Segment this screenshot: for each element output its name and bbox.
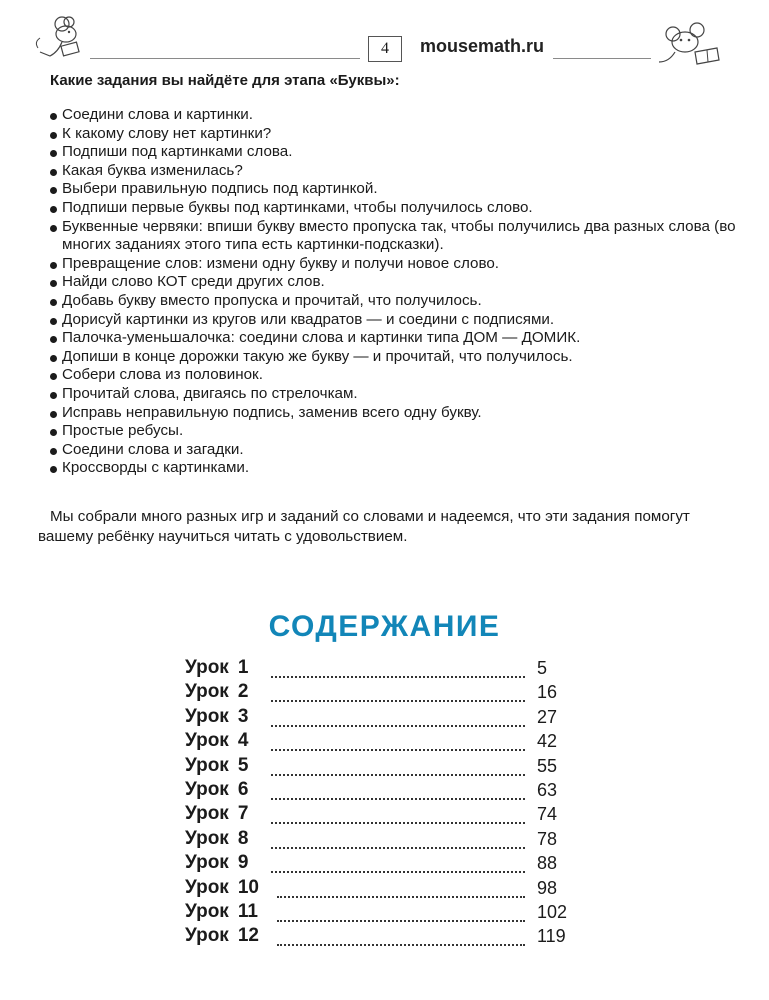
bullet-icon <box>50 448 57 455</box>
bullet-icon <box>50 299 57 306</box>
bullet-icon <box>50 429 57 436</box>
task-item <box>50 441 740 460</box>
header-rule-right <box>553 58 651 59</box>
toc-entry[interactable] <box>185 924 585 948</box>
toc-lesson-label <box>185 754 248 778</box>
task-list <box>50 106 740 478</box>
toc-page-number: 27 <box>537 706 558 727</box>
mouse-reading-book-icon <box>655 18 735 68</box>
task-text: Допиши в конце дорожки такую же букву — и прочитай, что получилось. <box>62 347 573 365</box>
bullet-icon <box>50 373 57 380</box>
mouse-reading-icon <box>32 12 92 62</box>
toc-entry[interactable] <box>185 802 585 826</box>
toc-lesson-number: 1 <box>237 657 249 678</box>
task-item <box>50 422 740 441</box>
toc-leader-dots <box>271 662 525 678</box>
toc-entry[interactable] <box>185 827 585 851</box>
toc-leader-dots <box>277 906 525 922</box>
bullet-icon <box>50 318 57 325</box>
toc-lesson-label <box>185 851 248 875</box>
toc-leader-dots <box>271 735 525 751</box>
task-text: Собери слова из половинок. <box>62 366 263 384</box>
toc-lesson-number: 4 <box>237 730 249 752</box>
toc-page-number: 98 <box>537 877 558 898</box>
toc-page-number: 88 <box>537 853 558 874</box>
toc-leader-dots <box>271 857 525 873</box>
task-text: Выбери правильную подпись под картинкой. <box>62 180 378 198</box>
toc-lesson-label <box>185 778 248 802</box>
toc-leader-dots <box>271 711 525 727</box>
task-item <box>50 366 740 385</box>
toc-lesson-word: Урок <box>185 876 229 898</box>
toc-lesson-word: Урок <box>185 803 229 825</box>
toc-lesson-word: Урок <box>185 705 229 727</box>
toc-page-number: 78 <box>537 828 558 849</box>
task-text: Соедини слова и картинки. <box>62 106 254 123</box>
toc-leader-dots <box>271 808 525 824</box>
task-text: Соедини слова и загадки. <box>62 440 244 458</box>
toc-leader-dots <box>277 882 525 898</box>
bullet-icon <box>50 132 57 139</box>
toc-lesson-label <box>185 802 248 826</box>
bullet-icon <box>50 169 57 176</box>
toc-lesson-number: 7 <box>237 803 249 825</box>
toc-lesson-label <box>185 680 248 704</box>
toc-entry[interactable] <box>185 900 585 924</box>
task-text: Превращение слов: измени одну букву и получи новое слово. <box>62 254 500 272</box>
toc-lesson-label <box>185 900 258 924</box>
closing-paragraph: Мы собрали много разных игр и заданий со словами и надеемся, что эти задания помогут вашему ребёнку научиться читать с удовольствием. <box>38 508 690 545</box>
task-text: Исправь неправильную подпись, заменив всего одну букву. <box>62 403 482 421</box>
toc-leader-dots <box>271 686 525 702</box>
toc-title: СОДЕРЖАНИЕ <box>268 610 501 643</box>
task-text: Буквенные червяки: впиши букву вместо пропуска так, чтобы получились два разных слова (во многих заданиях этого типа есть картинки-подсказки). <box>62 217 736 254</box>
task-text: Какая буква изменилась? <box>62 161 243 179</box>
task-item <box>50 404 740 423</box>
table-of-contents <box>185 656 585 949</box>
toc-lesson-number: 6 <box>237 778 249 800</box>
toc-lesson-word: Урок <box>185 730 229 752</box>
toc-lesson-number: 11 <box>237 900 258 922</box>
task-text: Кроссворды с картинками. <box>62 459 250 477</box>
toc-lesson-label <box>185 656 248 680</box>
toc-lesson-word: Урок <box>185 925 229 947</box>
toc-page-number: 42 <box>537 731 558 752</box>
page-header <box>0 0 769 70</box>
site-name: mousemath.ru <box>420 36 545 56</box>
bullet-icon <box>50 355 57 362</box>
toc-lesson-number: 10 <box>237 876 259 898</box>
header-rule-left <box>90 58 360 59</box>
bullet-icon <box>50 187 57 194</box>
toc-leader-dots <box>271 784 525 800</box>
task-item <box>50 311 740 330</box>
task-item <box>50 125 740 144</box>
toc-lesson-label <box>185 827 248 851</box>
toc-lesson-number: 8 <box>237 827 249 849</box>
toc-entry[interactable] <box>185 851 585 875</box>
task-item <box>50 180 740 199</box>
toc-entry[interactable] <box>185 778 585 802</box>
toc-lesson-word: Урок <box>185 827 229 849</box>
bullet-icon <box>50 206 57 213</box>
toc-page-number: 74 <box>537 804 558 825</box>
toc-leader-dots <box>277 930 525 946</box>
bullet-icon <box>50 392 57 399</box>
task-item <box>50 143 740 162</box>
bullet-icon <box>50 411 57 418</box>
toc-lesson-word: Урок <box>185 852 229 874</box>
task-text: Подпиши под картинками слова. <box>62 143 293 161</box>
bullet-icon <box>50 466 57 473</box>
task-item <box>50 106 740 125</box>
task-text: Простые ребусы. <box>62 422 184 440</box>
toc-entry[interactable] <box>185 656 585 680</box>
task-item <box>50 162 740 181</box>
tasks-heading: Какие задания вы найдёте для этапа «Буквы»: <box>50 72 400 89</box>
task-item <box>50 329 740 348</box>
toc-page-number: 5 <box>537 658 548 678</box>
task-text: К какому слову нет картинки? <box>62 124 272 142</box>
task-text: Дорисуй картинки из кругов или квадратов — и соедини с подписями. <box>62 310 555 328</box>
bullet-icon <box>50 262 57 269</box>
task-item <box>50 348 740 367</box>
bullet-icon <box>50 113 57 120</box>
task-item <box>50 385 740 404</box>
toc-lesson-number: 5 <box>237 754 249 776</box>
task-text: Палочка-уменьшалочка: соедини слова и картинки типа ДОМ — ДОМИК. <box>62 329 581 347</box>
page-number: 4 <box>368 36 402 62</box>
toc-leader-dots <box>271 760 525 776</box>
toc-lesson-word: Урок <box>185 657 229 678</box>
toc-entry[interactable] <box>185 680 585 704</box>
bullet-icon <box>50 150 57 157</box>
toc-lesson-number: 2 <box>237 681 249 703</box>
toc-lesson-word: Урок <box>185 681 229 703</box>
toc-lesson-number: 9 <box>237 852 249 874</box>
toc-entry[interactable] <box>185 729 585 753</box>
task-text: Добавь букву вместо пропуска и прочитай, что получилось. <box>62 291 482 309</box>
task-item <box>50 218 740 255</box>
task-text: Прочитай слова, двигаясь по стрелочкам. <box>62 384 358 402</box>
task-item <box>50 273 740 292</box>
task-item <box>50 459 740 478</box>
toc-page-number: 102 <box>537 901 568 922</box>
toc-page-number: 16 <box>537 682 558 703</box>
toc-lesson-label <box>185 729 248 753</box>
toc-page-number: 63 <box>537 779 558 800</box>
toc-lesson-word: Урок <box>185 778 229 800</box>
toc-leader-dots <box>271 833 525 849</box>
bullet-icon <box>50 336 57 343</box>
toc-page-number: 119 <box>537 926 566 947</box>
toc-lesson-word: Урок <box>185 900 229 922</box>
toc-entry[interactable] <box>185 705 585 729</box>
bullet-icon <box>50 280 57 287</box>
toc-lesson-word: Урок <box>185 754 229 776</box>
toc-lesson-number: 3 <box>237 705 249 727</box>
toc-lesson-label <box>185 876 259 900</box>
task-text: Найди слово КОТ среди других слов. <box>62 273 325 291</box>
toc-lesson-label <box>185 924 259 948</box>
toc-lesson-number: 12 <box>237 925 259 947</box>
task-item <box>50 199 740 218</box>
toc-entry[interactable] <box>185 876 585 900</box>
toc-lesson-label <box>185 705 248 729</box>
task-text: Подпиши первые буквы под картинками, чтобы получилось слово. <box>62 198 533 216</box>
toc-page-number: 55 <box>537 755 558 776</box>
task-item <box>50 255 740 274</box>
task-item <box>50 292 740 311</box>
toc-entry[interactable] <box>185 754 585 778</box>
bullet-icon <box>50 225 57 232</box>
